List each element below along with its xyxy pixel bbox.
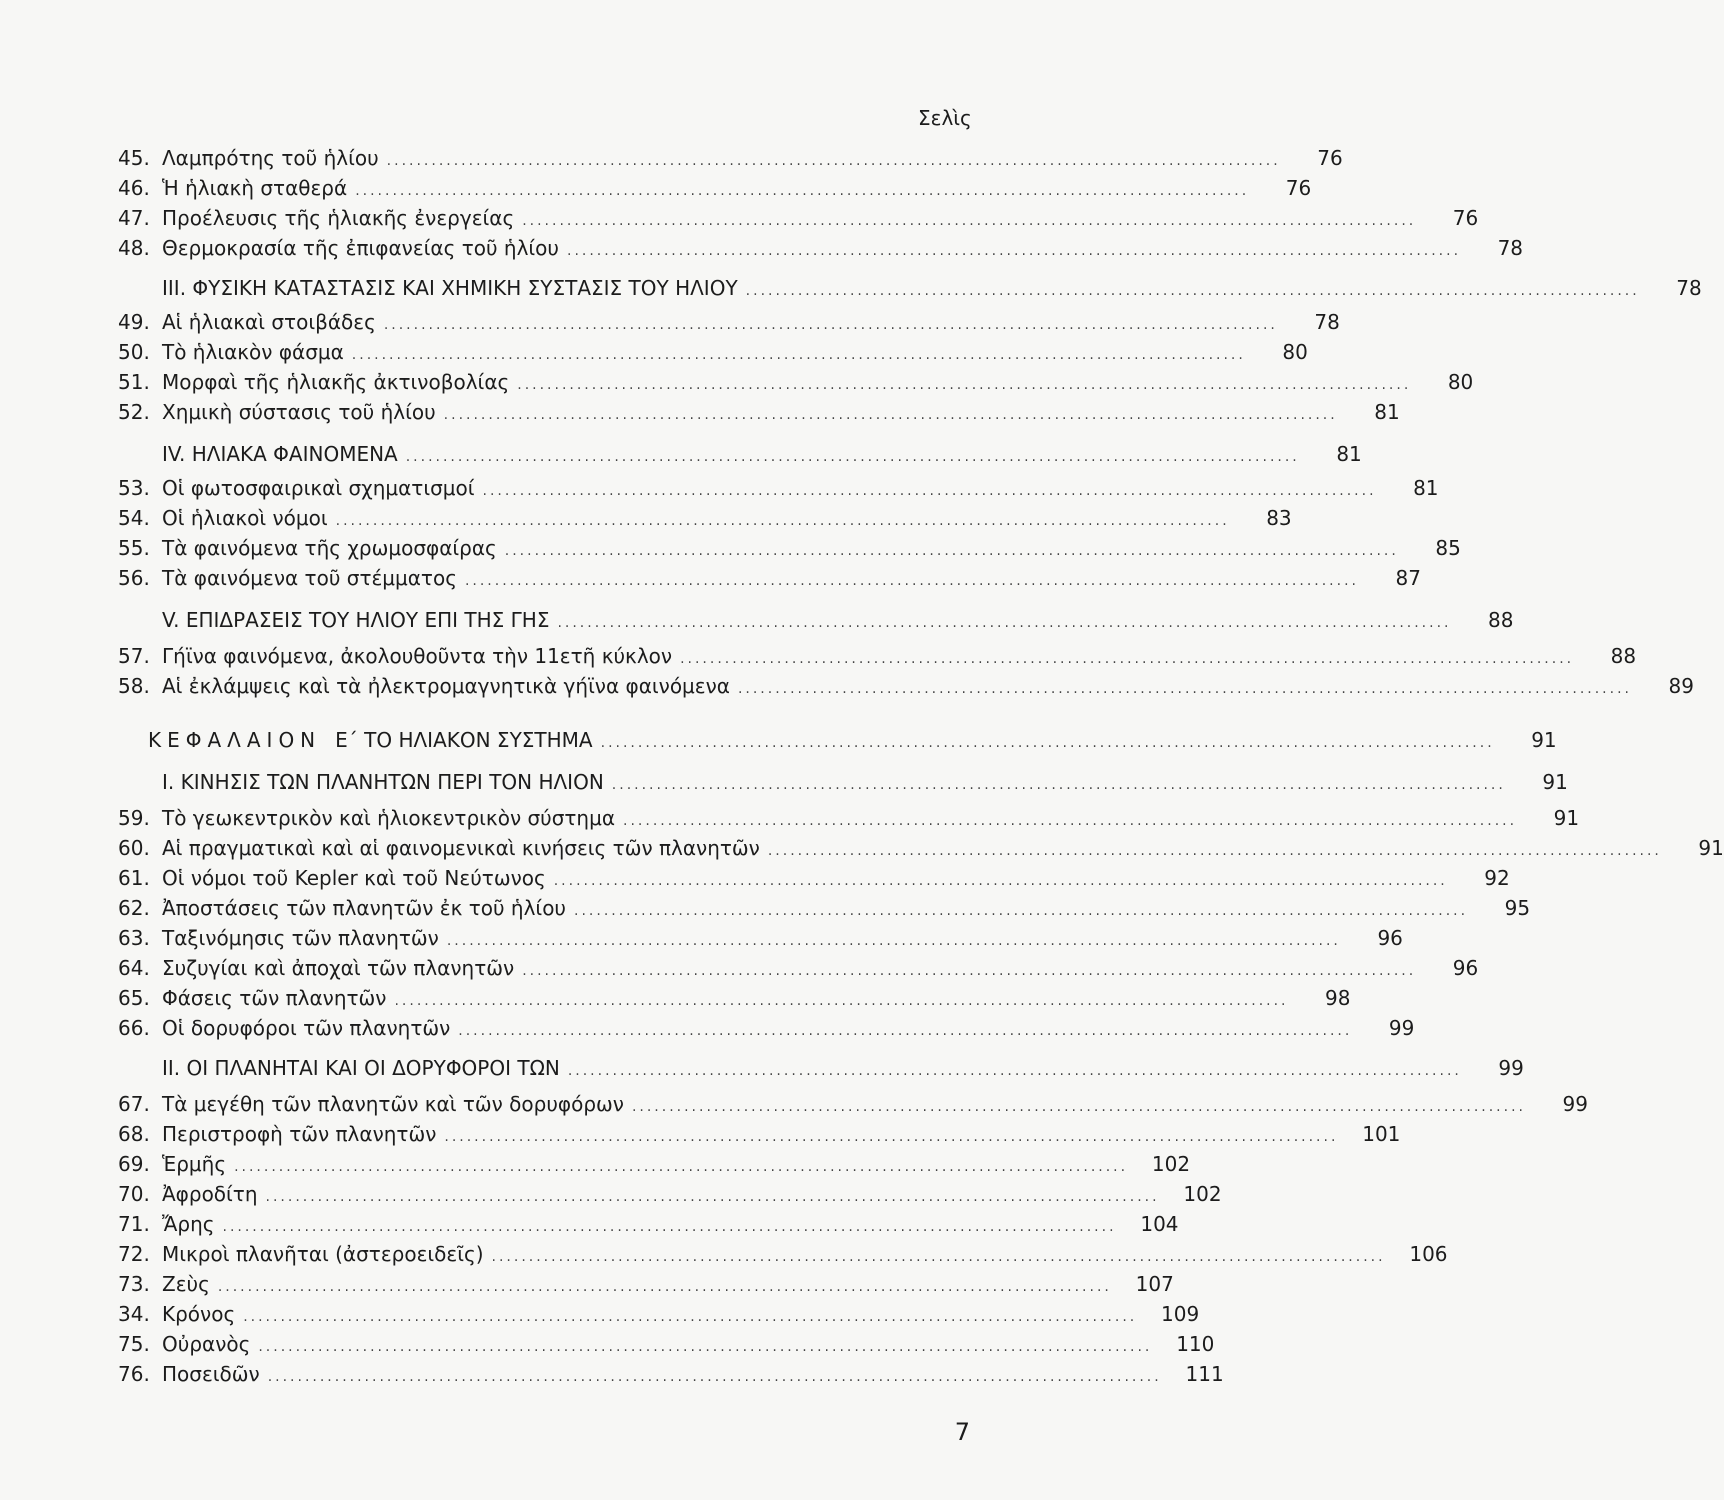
toc-item-number: 69. [118, 1152, 150, 1176]
toc-item [118, 566, 1421, 596]
toc-item-number: 73. [118, 1272, 150, 1296]
toc-item [118, 536, 1461, 566]
toc-page-number: 110 [1176, 1332, 1215, 1356]
dot-leader: ........................................................................................................................ [553, 873, 1448, 889]
toc-section-heading [118, 1056, 1524, 1086]
toc-item [118, 1122, 1401, 1152]
toc-entry-title: IV. ΗΛΙΑΚΑ ΦΑΙΝΟΜΕΝΑ [162, 442, 398, 466]
toc-entry-title: Αἱ πραγματικαὶ καὶ αἱ φαινομενικαὶ κινήσεις τῶν πλανητῶν [162, 836, 760, 860]
toc-page-number: 91 [1698, 836, 1724, 860]
dot-leader: ........................................................................................................................ [267, 1369, 1162, 1385]
folio-page-number: 7 [954, 1418, 970, 1446]
toc-section-heading [118, 442, 1362, 472]
toc-item-number: 66. [118, 1016, 150, 1040]
toc-page-number: 102 [1151, 1152, 1191, 1176]
toc-item [118, 836, 1724, 866]
toc-item [118, 506, 1292, 536]
toc-chapter-heading [148, 728, 1557, 758]
dot-leader: ........................................................................................................................ [355, 183, 1250, 199]
toc-item [118, 1332, 1215, 1362]
toc-item [118, 956, 1479, 986]
toc-item [118, 674, 1694, 704]
toc-item-number: 50. [118, 340, 150, 364]
toc-entry-title: Γήϊνα φαινόμενα, ἀκολουθοῦντα τὴν 11ετῆ κύκλον [162, 644, 673, 668]
toc-entry-title: Ποσειδῶν [162, 1362, 260, 1386]
dot-leader: ........................................................................................................................ [567, 243, 1462, 259]
toc-item-number: 62. [118, 896, 150, 920]
toc-entry-title: Αἱ ἡλιακαὶ στοιβάδες [162, 310, 376, 334]
toc-item [118, 866, 1510, 896]
toc-page-number: 81 [1413, 476, 1439, 500]
toc-section-heading [118, 276, 1702, 306]
dot-leader: ........................................................................................................................ [265, 1189, 1160, 1205]
toc-entry-title: Μικροὶ πλανῆται (ἀστεροειδεῖς) [162, 1242, 484, 1266]
toc-item-number: 60. [118, 836, 150, 860]
dot-leader: ........................................................................................................................ [504, 543, 1399, 559]
toc-page-number: 85 [1435, 536, 1461, 560]
toc-item [118, 1092, 1588, 1122]
toc-item-number: 55. [118, 536, 150, 560]
toc-page-number: 96 [1377, 926, 1403, 950]
toc-entry-title: Αἱ ἐκλάμψεις καὶ τὰ ἠλεκτρομαγνητικὰ γήϊνα φαινόμενα [162, 674, 730, 698]
toc-page-number: 111 [1185, 1362, 1224, 1386]
toc-item [118, 1152, 1191, 1182]
toc-page-number: 76 [1285, 176, 1312, 200]
toc-item [118, 1212, 1179, 1242]
toc-item [118, 986, 1351, 1016]
dot-leader: ........................................................................................................................ [234, 1159, 1129, 1175]
toc-entry-title: Τὰ φαινόμενα τοῦ στέμματος [162, 566, 457, 590]
dot-leader: ........................................................................................................................ [737, 681, 1632, 697]
toc-item [118, 926, 1403, 956]
dot-leader: ........................................................................................................................ [611, 777, 1506, 793]
toc-item-number: 64. [118, 956, 150, 980]
toc-entry-title: Προέλευσις τῆς ἡλιακῆς ἐνεργείας [162, 206, 515, 230]
toc-item-number: 61. [118, 866, 150, 890]
dot-leader: ........................................................................................................................ [444, 1129, 1339, 1145]
dot-leader: ........................................................................................................................ [517, 377, 1412, 393]
dot-leader: ........................................................................................................................ [443, 407, 1338, 423]
toc-entry-title: Οὐρανὸς [162, 1332, 251, 1356]
toc-page-number: 81 [1374, 400, 1400, 424]
dot-leader: ........................................................................................................................ [446, 933, 1341, 949]
toc-entry-title: Ἑρμῆς [162, 1152, 227, 1176]
dot-leader: ........................................................................................................................ [745, 283, 1640, 299]
dot-leader: ........................................................................................................................ [567, 1063, 1462, 1079]
toc-item-number: 45. [118, 146, 150, 170]
toc-page-number: 91 [1542, 770, 1568, 794]
toc-item-number: 58. [118, 674, 150, 698]
toc-item [118, 1362, 1224, 1392]
toc-item [118, 1242, 1448, 1272]
toc-section-heading [118, 770, 1568, 800]
toc-page-number: 109 [1161, 1302, 1200, 1326]
toc-item-number: 68. [118, 1122, 150, 1146]
toc-entry-title: Κρόνος [162, 1302, 236, 1326]
toc-entry-title: Οἱ δορυφόροι τῶν πλανητῶν [162, 1016, 451, 1040]
toc-entry-title: Θερμοκρασία τῆς ἐπιφανείας τοῦ ἡλίου [162, 236, 559, 260]
dot-leader: ........................................................................................................................ [383, 317, 1278, 333]
toc-entry-title: Οἱ ἡλιακοὶ νόμοι [162, 506, 328, 530]
toc-item-number: 75. [118, 1332, 150, 1356]
toc-page-number: 80 [1282, 340, 1308, 364]
chapter-word: ΚΕΦΑΛΑΙΟΝ [148, 728, 322, 752]
toc-entry-title: Ἡ ἡλιακὴ σταθερά [162, 176, 348, 200]
toc-page-number: 99 [1388, 1016, 1415, 1040]
dot-leader: ........................................................................................................................ [394, 993, 1289, 1009]
toc-item [118, 896, 1531, 926]
toc-page-number: 91 [1553, 806, 1580, 830]
toc-page-number: 95 [1504, 896, 1531, 920]
toc-entry-title: Τὸ γεωκεντρικὸν καὶ ἡλιοκεντρικὸν σύστημα [162, 806, 616, 830]
toc-item-number: 47. [118, 206, 150, 230]
toc-page-number: 101 [1362, 1122, 1401, 1146]
toc-item [118, 340, 1308, 370]
toc-page-number: 83 [1266, 506, 1292, 530]
toc-page-number: 89 [1668, 674, 1694, 698]
toc-page-number: 78 [1497, 236, 1524, 260]
toc-page-number: 98 [1325, 986, 1351, 1010]
toc-item-number: 70. [118, 1182, 150, 1206]
toc-item [118, 400, 1400, 430]
toc-page-number: 99 [1562, 1092, 1588, 1116]
toc-entry-title: Ε΄ ΤΟ ΗΛΙΑΚΟΝ ΣΥΣΤΗΜΑ [335, 728, 593, 752]
toc-entry-title: Μορφαὶ τῆς ἡλιακῆς ἀκτινοβολίας [162, 370, 510, 394]
toc-item [118, 1302, 1200, 1332]
toc-entry-title: Τὰ φαινόμενα τῆς χρωμοσφαίρας [162, 536, 497, 560]
dot-leader: ........................................................................................................................ [557, 615, 1452, 631]
toc-entry-title: Οἱ φωτοσφαιρικαὶ σχηματισμοί [162, 476, 475, 500]
dot-leader: ........................................................................................................................ [217, 1279, 1112, 1295]
toc-entry-title: III. ΦΥΣΙΚΗ ΚΑΤΑΣΤΑΣΙΣ ΚΑΙ ΧΗΜΙΚΗ ΣΥΣΤΑΣΙΣ ΤΟΥ ΗΛΙΟΥ [162, 276, 738, 300]
toc-item [118, 206, 1479, 236]
toc-page-number: 88 [1488, 608, 1514, 632]
toc-page-number: 80 [1447, 370, 1474, 394]
toc-item [118, 236, 1524, 266]
dot-leader: ........................................................................................................................ [458, 1023, 1353, 1039]
toc-page-number: 106 [1409, 1242, 1448, 1266]
toc-item-number: 34. [118, 1302, 150, 1326]
toc-item [118, 1016, 1415, 1046]
toc-item [118, 806, 1580, 836]
toc-section-heading [118, 608, 1514, 638]
toc-item-number: 63. [118, 926, 150, 950]
toc-item-number: 54. [118, 506, 150, 530]
toc-item [118, 1182, 1222, 1212]
toc-page-number: 91 [1531, 728, 1557, 752]
dot-leader: ........................................................................................................................ [386, 153, 1281, 169]
toc-item [118, 644, 1637, 674]
dot-leader: ........................................................................................................................ [491, 1249, 1386, 1265]
toc-item-number: 49. [118, 310, 150, 334]
toc-item-number: 65. [118, 986, 150, 1010]
dot-leader: ........................................................................................................................ [522, 963, 1417, 979]
dot-leader: ........................................................................................................................ [522, 213, 1417, 229]
toc-entry-title: Φάσεις τῶν πλανητῶν [162, 986, 387, 1010]
dot-leader: ........................................................................................................................ [243, 1309, 1138, 1325]
toc-item-number: 71. [118, 1212, 150, 1236]
toc-page-number: 76 [1452, 206, 1479, 230]
toc-page-number: 81 [1336, 442, 1362, 466]
dot-leader: ........................................................................................................................ [222, 1219, 1117, 1235]
toc-entry-title: Ἀποστάσεις τῶν πλανητῶν ἐκ τοῦ ἡλίου [162, 896, 567, 920]
toc-entry-title: II. ΟΙ ΠΛΑΝΗΤΑΙ ΚΑΙ ΟΙ ΔΟΡΥΦΟΡΟΙ ΤΩΝ [162, 1056, 560, 1080]
toc-page-number: 88 [1610, 644, 1637, 668]
toc-page-number: 76 [1317, 146, 1343, 170]
toc-item-number: 53. [118, 476, 150, 500]
dot-leader: ........................................................................................................................ [574, 903, 1469, 919]
toc-item-number: 72. [118, 1242, 150, 1266]
toc-page-number: 107 [1135, 1272, 1174, 1296]
toc-item [118, 176, 1312, 206]
dot-leader: ........................................................................................................................ [482, 483, 1377, 499]
toc-entry-title: Τὰ μεγέθη τῶν πλανητῶν καὶ τῶν δορυφόρων [162, 1092, 624, 1116]
toc-item [118, 1272, 1174, 1302]
toc-item [118, 146, 1343, 176]
toc-entry-title: V. ΕΠΙΔΡΑΣΕΙΣ ΤΟΥ ΗΛΙΟΥ ΕΠΙ ΤΗΣ ΓΗΣ [162, 608, 550, 632]
toc-item [118, 370, 1474, 400]
dot-leader: ........................................................................................................................ [600, 735, 1495, 751]
toc-item-number: 67. [118, 1092, 150, 1116]
toc-item-number: 56. [118, 566, 150, 590]
toc-item-number: 57. [118, 644, 150, 668]
toc-item-number: 76. [118, 1362, 150, 1386]
toc-item-number: 46. [118, 176, 150, 200]
dot-leader: ........................................................................................................................ [258, 1339, 1153, 1355]
toc-entry-title: Ἄρης [162, 1212, 215, 1236]
dot-leader: ........................................................................................................................ [631, 1099, 1526, 1115]
toc-item-number: 59. [118, 806, 150, 830]
dot-leader: ........................................................................................................................ [623, 813, 1518, 829]
toc-entry-title: Ζεὺς [162, 1272, 210, 1296]
toc-page-number: 99 [1498, 1056, 1524, 1080]
toc-item-number: 48. [118, 236, 150, 260]
toc-item-number: 52. [118, 400, 150, 424]
toc-entry-title: Ἀφροδίτη [162, 1182, 258, 1206]
toc-entry-title: Περιστροφὴ τῶν πλανητῶν [162, 1122, 437, 1146]
toc-item [118, 310, 1340, 340]
toc-item [118, 476, 1439, 506]
dot-leader: ........................................................................................................................ [767, 843, 1662, 859]
toc-page-number: 87 [1395, 566, 1421, 590]
dot-leader: ........................................................................................................................ [680, 651, 1575, 667]
toc-entry-title: Συζυγίαι καὶ ἀποχαὶ τῶν πλανητῶν [162, 956, 515, 980]
toc-page-number: 102 [1183, 1182, 1222, 1206]
toc-page-number: 104 [1140, 1212, 1179, 1236]
toc-page-number: 96 [1452, 956, 1479, 980]
toc-entry-title: I. ΚΙΝΗΣΙΣ ΤΩΝ ΠΛΑΝΗΤΩΝ ΠΕΡΙ ΤΟΝ ΗΛΙΟΝ [162, 770, 604, 794]
dot-leader: ........................................................................................................................ [464, 573, 1359, 589]
dot-leader: ........................................................................................................................ [351, 347, 1246, 363]
toc-entry-title: Λαμπρότης τοῦ ἡλίου [162, 146, 379, 170]
toc-item-number: 51. [118, 370, 150, 394]
toc-page-number: 78 [1314, 310, 1340, 334]
toc-page-number: 92 [1484, 866, 1510, 890]
toc-page-number: 78 [1676, 276, 1702, 300]
dot-leader: ........................................................................................................................ [335, 513, 1230, 529]
toc-entry-title: Τὸ ἡλιακὸν φάσμα [162, 340, 344, 364]
toc-entry-title: Χημικὴ σύστασις τοῦ ἡλίου [162, 400, 436, 424]
page-column-header: Σελὶς [918, 106, 972, 130]
toc-entry-title: Οἱ νόμοι τοῦ Kepler καὶ τοῦ Νεύτωνος [162, 866, 546, 890]
toc-entry-title: Ταξινόμησις τῶν πλανητῶν [162, 926, 439, 950]
dot-leader: ........................................................................................................................ [405, 449, 1300, 465]
